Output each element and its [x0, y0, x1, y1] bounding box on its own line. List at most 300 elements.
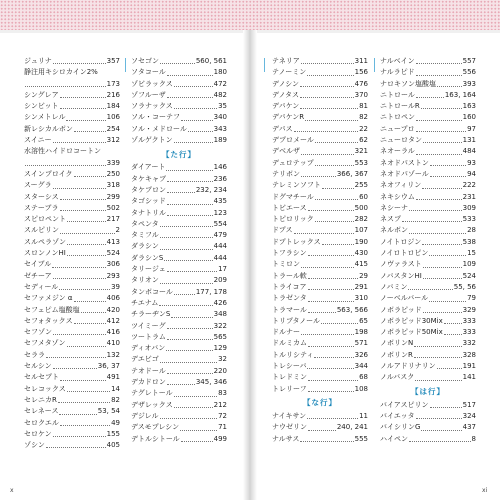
drug-name: デトルシトール — [131, 434, 180, 443]
dot-leader — [74, 300, 106, 302]
drug-name: タナトリル — [131, 208, 166, 217]
index-entry — [380, 67, 476, 78]
index-entry — [24, 418, 120, 429]
page-ref: 563, 566 — [336, 305, 368, 314]
page-ref: 348 — [213, 310, 227, 319]
index-entry — [272, 361, 368, 372]
index-entry — [24, 225, 120, 236]
dot-leader — [53, 277, 106, 279]
page-ref: 236 — [213, 174, 227, 183]
drug-name: セフェピム塩酸塩 — [24, 305, 80, 314]
dot-leader — [315, 220, 354, 222]
index-entry — [131, 230, 227, 241]
dot-leader — [164, 259, 212, 261]
dot-leader — [308, 311, 336, 313]
drug-name: セフメタゾン — [24, 339, 66, 348]
index-entry — [380, 203, 476, 214]
index-entry — [272, 248, 368, 259]
page-ref: 499 — [213, 434, 227, 443]
index-entry — [272, 237, 368, 248]
top-decorative-band — [0, 0, 500, 30]
page-number-right: xi — [482, 487, 488, 494]
page-ref: 393 — [462, 79, 476, 88]
dot-leader — [294, 232, 354, 234]
dot-leader — [60, 424, 110, 426]
drug-name: スーグラ — [24, 181, 52, 190]
index-entry — [272, 79, 368, 90]
drug-name: タンボコール — [131, 287, 173, 296]
drug-name: トピロリック — [272, 215, 314, 224]
dot-leader — [174, 141, 213, 143]
drug-name: ノバミン — [380, 282, 408, 291]
index-entry — [24, 259, 120, 270]
index-column-1 — [24, 56, 120, 451]
page-ref: 339 — [106, 158, 120, 167]
index-entry — [380, 327, 476, 338]
dot-leader — [322, 187, 354, 189]
index-entry — [24, 192, 120, 203]
page-ref: 190 — [354, 237, 368, 246]
drug-name: ノルバスク — [380, 373, 415, 382]
dot-leader — [81, 311, 106, 313]
index-entry — [380, 434, 476, 445]
page-ref: 22 — [359, 124, 368, 133]
index-entry — [131, 422, 227, 433]
drug-name: デプロメール — [272, 136, 314, 145]
page-ref: 255 — [354, 181, 368, 190]
dot-leader — [416, 198, 462, 200]
dot-leader — [167, 372, 213, 374]
drug-name: テリボン — [272, 169, 300, 178]
index-entry — [380, 180, 476, 191]
page-ref: 146 — [213, 163, 227, 172]
drug-name: スピロペント — [24, 215, 66, 224]
dot-leader — [300, 96, 354, 98]
dot-leader — [423, 141, 462, 143]
index-entry — [272, 203, 368, 214]
dot-leader — [308, 254, 354, 256]
index-entry — [24, 282, 120, 293]
page-ref: 82 — [111, 395, 120, 404]
drug-name: セルシン — [24, 362, 52, 371]
drug-name: トルリシティ — [272, 350, 314, 359]
drug-name: ソセゴン — [131, 57, 159, 65]
page-ref: 232, 234 — [195, 185, 227, 194]
index-entry — [380, 112, 476, 123]
page-ref: 309 — [462, 203, 476, 212]
page-ref: 97 — [467, 124, 476, 133]
dot-leader — [167, 270, 217, 272]
drug-name: デベルザ — [272, 147, 300, 156]
drug-name: ドルナー — [272, 328, 300, 337]
dot-leader — [74, 322, 106, 324]
drug-name: ドプス — [272, 226, 293, 235]
index-entry — [131, 56, 227, 67]
index-entry — [131, 388, 227, 399]
page-ref: 322 — [213, 321, 227, 330]
page-ref: 155 — [106, 429, 120, 438]
page-ref: 29 — [359, 271, 368, 280]
page-ref: 156 — [354, 68, 368, 77]
drug-name: セルセプト — [24, 373, 59, 382]
index-entry — [272, 305, 368, 316]
page-ref: 212 — [213, 400, 227, 409]
page-ref: 517 — [462, 400, 476, 409]
page-ref: 14 — [111, 384, 120, 393]
page-ref: 366, 367 — [336, 169, 368, 178]
index-entry — [24, 440, 120, 451]
page-ref: 343 — [213, 124, 227, 133]
page-ref: 184 — [106, 102, 120, 111]
drug-name: スターシス — [24, 192, 59, 201]
page-ref: 108 — [354, 384, 368, 393]
drug-name: ネオドパゾール — [380, 169, 429, 178]
drug-name: タケキャブ — [131, 174, 166, 183]
drug-name: デパケンR — [272, 113, 305, 122]
drug-name: トフラシン — [272, 249, 307, 258]
page-ref: 220 — [213, 366, 227, 375]
dot-leader — [159, 304, 212, 306]
index-entry — [24, 237, 120, 248]
dot-leader — [60, 209, 106, 211]
drug-name: デパケン — [272, 102, 300, 111]
page-ref: 93 — [467, 158, 476, 167]
page-ref: 476 — [354, 79, 368, 88]
dot-leader — [430, 406, 462, 408]
drug-name: ソル・メドロール — [131, 124, 187, 133]
page-ref: 557 — [462, 57, 476, 65]
index-entry — [380, 400, 476, 411]
dot-leader — [167, 338, 213, 340]
dot-leader — [67, 345, 106, 347]
index-entry — [380, 135, 476, 146]
dot-leader — [59, 413, 96, 415]
drug-name: タリオン — [131, 276, 159, 285]
dot-leader — [167, 180, 213, 182]
page-ref: 293 — [106, 271, 120, 280]
drug-name: セロケン — [24, 429, 52, 438]
index-entry — [380, 158, 476, 169]
index-entry — [131, 332, 227, 343]
page-ref: 132 — [106, 350, 120, 359]
index-entry — [131, 101, 227, 112]
dot-leader — [166, 349, 212, 351]
drug-name: ダラシンS — [131, 253, 164, 262]
drug-name: トラマール — [272, 305, 307, 314]
page-ref: 131 — [462, 136, 476, 145]
page-ref: 32 — [218, 355, 227, 364]
dot-leader — [409, 232, 466, 234]
dot-leader — [307, 367, 353, 369]
dot-leader — [416, 130, 466, 132]
page-ref: 555 — [354, 434, 368, 443]
page-ref: 68 — [359, 373, 368, 382]
index-entry — [131, 264, 227, 275]
index-entry — [272, 422, 368, 433]
index-entry — [380, 192, 476, 203]
dot-leader — [322, 243, 354, 245]
index-entry — [131, 275, 227, 286]
index-entry — [24, 67, 120, 78]
dot-leader — [429, 254, 466, 256]
page-ref: 329 — [462, 305, 476, 314]
dot-leader — [444, 333, 462, 335]
drug-name: ナルベイン — [380, 57, 415, 65]
index-entry — [131, 196, 227, 207]
dot-leader — [416, 153, 462, 155]
index-entry — [131, 287, 227, 298]
drug-name: チエナム — [131, 298, 159, 307]
index-entry — [131, 411, 227, 422]
dot-leader — [416, 119, 462, 121]
drug-name: テノーミン — [272, 68, 307, 77]
drug-name: トレシーバ — [272, 362, 307, 371]
index-entry — [24, 101, 120, 112]
drug-name: ネオドパストン — [380, 158, 429, 167]
drug-name: ネオーラル — [380, 147, 415, 156]
page-ref: 405 — [106, 441, 120, 450]
page-ref: 11 — [359, 411, 368, 420]
drug-name: ナウゼリン — [272, 423, 307, 432]
page-ref: 560, 561 — [195, 57, 227, 65]
dot-leader — [416, 417, 462, 419]
page-ref: 35 — [218, 102, 227, 111]
dot-leader — [46, 356, 106, 358]
index-column-3 — [272, 56, 368, 445]
index-entry — [24, 56, 120, 67]
drug-name: タリージェ — [131, 265, 166, 274]
index-entry — [24, 90, 120, 101]
drug-name: セフゾン — [24, 328, 52, 337]
drug-name: ジュリナ — [24, 57, 52, 65]
index-entry — [272, 90, 368, 101]
index-entry — [380, 372, 476, 383]
drug-name: ネシーナ — [380, 203, 408, 212]
dot-leader — [174, 406, 213, 408]
index-entry — [272, 316, 368, 327]
drug-name: タゴシッド — [131, 197, 166, 206]
dot-leader — [25, 85, 106, 87]
index-entry — [131, 79, 227, 90]
dot-leader — [180, 429, 217, 431]
page-ref: 141 — [462, 373, 476, 382]
index-entry — [272, 411, 368, 422]
drug-name: スルピリン — [24, 226, 59, 235]
page-ref: 240, 241 — [336, 423, 368, 432]
page-ref: 82 — [359, 113, 368, 122]
page-ref: 189 — [213, 136, 227, 145]
dot-leader — [160, 225, 213, 227]
drug-name: セイブル — [24, 260, 52, 269]
drug-name: デノシン — [272, 79, 300, 88]
page-ref: 491 — [106, 373, 120, 382]
page-ref: 444 — [213, 253, 227, 262]
dot-leader — [160, 361, 217, 363]
page-ref: 222 — [462, 181, 476, 190]
dot-leader — [60, 379, 106, 381]
index-entry — [131, 208, 227, 219]
page-ref: 62 — [359, 136, 368, 145]
dot-leader — [171, 316, 212, 318]
page-ref: 565 — [213, 332, 227, 341]
index-entry — [380, 271, 476, 282]
dot-leader — [160, 248, 213, 250]
index-entry — [24, 305, 120, 316]
index-entry — [24, 203, 120, 214]
dot-leader — [52, 266, 105, 268]
index-entry — [24, 384, 120, 395]
page-ref: 479 — [213, 231, 227, 240]
drug-name: ドプトレックス — [272, 237, 321, 246]
page-ref: 416 — [106, 328, 120, 337]
page-ref: 129 — [213, 344, 227, 353]
drug-name: ニトロールR — [380, 102, 420, 111]
index-entry — [380, 316, 476, 327]
index-entry — [131, 434, 227, 445]
dot-leader — [315, 141, 358, 143]
index-entry — [380, 146, 476, 157]
page-ref: 332 — [462, 339, 476, 348]
drug-name: ゾフルーザ — [131, 90, 166, 99]
index-entry — [380, 305, 476, 316]
column-divider — [125, 58, 126, 72]
dot-leader — [308, 288, 354, 290]
page-ref: 502 — [106, 203, 120, 212]
page-ref: 553 — [354, 158, 368, 167]
page-ref: 430 — [354, 249, 368, 258]
dot-leader — [67, 390, 110, 392]
index-entry — [24, 350, 120, 361]
dot-leader — [188, 130, 213, 132]
index-entry — [24, 372, 120, 383]
dot-leader — [423, 311, 462, 313]
dot-leader — [408, 288, 452, 290]
drug-name: ニュープロ — [380, 124, 415, 133]
page-ref: 444 — [213, 242, 227, 251]
page-ref: 554 — [213, 219, 227, 228]
index-entry — [131, 400, 227, 411]
index-entry — [380, 248, 476, 259]
index-entry — [131, 90, 227, 101]
drug-name: セレコックス — [24, 384, 66, 393]
dot-leader — [58, 401, 110, 403]
page-ref: 60 — [359, 192, 368, 201]
page-ref: 177, 178 — [195, 287, 227, 296]
drug-name: ドグマチール — [272, 192, 314, 201]
drug-name: ナルラピド — [380, 68, 415, 77]
index-entry — [24, 169, 120, 180]
drug-name: ダイアート — [131, 163, 166, 172]
index-entry — [24, 248, 120, 259]
index-entry — [24, 79, 120, 90]
page-ref: 415 — [354, 260, 368, 269]
drug-name: テグレトール — [131, 389, 173, 398]
index-entry — [380, 124, 476, 135]
drug-name: ニトロール — [380, 90, 415, 99]
dot-leader — [66, 119, 105, 121]
drug-name: スインプロイク — [24, 169, 73, 178]
drug-name: ニトロペン — [380, 113, 415, 122]
dot-leader — [308, 379, 358, 381]
dot-leader — [46, 446, 106, 448]
dot-leader — [416, 74, 462, 76]
section-heading: 【は行】 — [411, 387, 445, 397]
page-ref: 109 — [462, 260, 476, 269]
dot-leader — [160, 62, 195, 64]
page-ref: 71 — [218, 423, 227, 432]
page-ref: 198 — [354, 328, 368, 337]
index-entry — [272, 124, 368, 135]
drug-name: ノーベルバール — [380, 294, 429, 303]
dot-leader — [409, 440, 471, 442]
dot-leader — [67, 243, 106, 245]
dot-leader — [160, 282, 213, 284]
index-entry — [131, 298, 227, 309]
dot-leader — [415, 379, 461, 381]
page-ref: 282 — [354, 215, 368, 224]
dot-leader — [437, 367, 462, 369]
page-ref: 435 — [213, 197, 227, 206]
drug-name: スルペラゾン — [24, 237, 66, 246]
page-ref: 36, 37 — [97, 362, 120, 371]
page-ref: 340 — [213, 113, 227, 122]
index-entry — [24, 112, 120, 123]
page-ref: 160 — [462, 113, 476, 122]
page-ref: 311 — [354, 57, 368, 65]
index-entry — [24, 214, 120, 225]
index-entry — [272, 225, 368, 236]
drug-name: バイシリンG — [380, 423, 421, 432]
dot-leader — [416, 96, 444, 98]
index-entry — [380, 237, 476, 248]
index-entry — [131, 135, 227, 146]
page-ref: 53, 54 — [97, 407, 120, 416]
index-entry — [131, 354, 227, 365]
dot-leader — [422, 243, 461, 245]
drug-name: スロンノンHI — [24, 249, 66, 258]
dot-leader — [301, 153, 354, 155]
page-ref: 484 — [462, 147, 476, 156]
drug-name: ナイキサン — [272, 411, 307, 420]
drug-name: ニューロタン — [380, 136, 422, 145]
page-ref: 163 — [462, 102, 476, 111]
drug-name: シンメトレル — [24, 113, 66, 122]
drug-name: テネリア — [272, 57, 300, 65]
drug-name: トミロン — [272, 260, 300, 269]
drug-name: ノルアドリナリン — [380, 362, 436, 371]
page-ref: 17 — [218, 265, 227, 274]
index-entry — [380, 169, 476, 180]
dot-leader — [181, 119, 213, 121]
index-entry — [24, 135, 120, 146]
index-entry — [380, 411, 476, 422]
index-entry — [272, 282, 368, 293]
dot-leader — [430, 164, 466, 166]
dot-leader — [181, 440, 213, 442]
drug-name: 静注用キシロカイン2% — [24, 68, 98, 77]
drug-name: ゼチーア — [24, 271, 52, 280]
dot-leader — [160, 236, 213, 238]
drug-name: ネルボン — [380, 226, 408, 235]
drug-name: テレミンソフト — [272, 181, 321, 190]
drug-name: ノバスタンHI — [380, 271, 422, 280]
drug-name: デノタス — [272, 90, 300, 99]
drug-name: ノボリンN — [380, 339, 414, 348]
index-column-2 — [131, 56, 227, 445]
page-ref: 106 — [106, 113, 120, 122]
dot-leader — [315, 164, 354, 166]
page-ref: 83 — [218, 389, 227, 398]
